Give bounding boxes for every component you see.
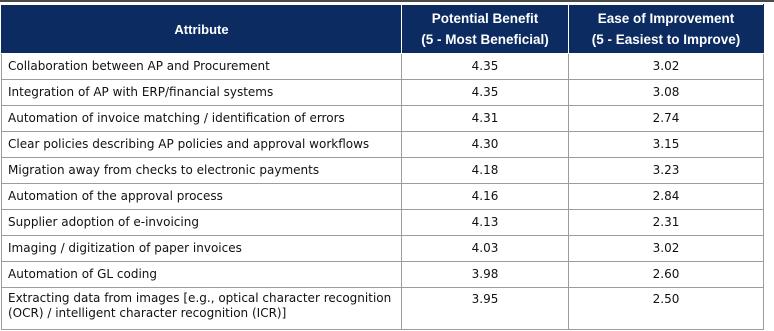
attribute-cell: Integration of AP with ERP/financial systems bbox=[2, 80, 402, 106]
ease-cell: 3.02 bbox=[569, 54, 764, 80]
attribute-cell: Extracting data from images [e.g., optical character recognition (OCR) / intelligent character recognition (ICR)] bbox=[2, 288, 402, 330]
ease-cell: 2.31 bbox=[569, 210, 764, 236]
benefit-cell: 4.31 bbox=[402, 106, 569, 132]
table-row bbox=[2, 236, 764, 262]
attribute-cell: Clear policies describing AP policies and approval workflows bbox=[2, 132, 402, 158]
table-row bbox=[2, 288, 764, 330]
benefit-cell: 4.30 bbox=[402, 132, 569, 158]
table-row bbox=[2, 210, 764, 236]
header-ease-scale: (5 - Easiest to Improve) bbox=[591, 32, 741, 47]
ease-cell: 2.84 bbox=[569, 184, 764, 210]
ease-cell: 2.74 bbox=[569, 106, 764, 132]
header-benefit-title: Potential Benefit bbox=[431, 11, 539, 26]
benefit-cell: 4.16 bbox=[402, 184, 569, 210]
attribute-cell: Imaging / digitization of paper invoices bbox=[2, 236, 402, 262]
header-attribute-label: Attribute bbox=[174, 21, 229, 37]
header-potential-benefit bbox=[402, 5, 569, 54]
benefit-cell: 4.35 bbox=[402, 54, 569, 80]
attribute-cell: Collaboration between AP and Procurement bbox=[2, 54, 402, 80]
ease-cell: 2.50 bbox=[569, 288, 764, 330]
attribute-cell: Supplier adoption of e-invoicing bbox=[2, 210, 402, 236]
ease-cell: 2.60 bbox=[569, 262, 764, 288]
benefit-cell: 4.35 bbox=[402, 80, 569, 106]
header-ease-of-improvement bbox=[569, 5, 764, 54]
attribute-cell: Automation of GL coding bbox=[2, 262, 402, 288]
ease-cell: 3.15 bbox=[569, 132, 764, 158]
attribute-cell: Automation of the approval process bbox=[2, 184, 402, 210]
attribute-cell: Migration away from checks to electronic payments bbox=[2, 158, 402, 184]
attributes-table bbox=[1, 4, 764, 330]
benefit-cell: 4.13 bbox=[402, 210, 569, 236]
table-row bbox=[2, 262, 764, 288]
table-row bbox=[2, 158, 764, 184]
benefit-cell: 4.18 bbox=[402, 158, 569, 184]
header-attribute bbox=[2, 5, 402, 54]
benefit-cell: 3.95 bbox=[402, 288, 569, 330]
benefit-cell: 4.03 bbox=[402, 236, 569, 262]
table-row bbox=[2, 132, 764, 158]
header-ease-title: Ease of Improvement bbox=[597, 11, 735, 26]
top-rule bbox=[0, 0, 774, 2]
benefit-cell: 3.98 bbox=[402, 262, 569, 288]
ease-cell: 3.02 bbox=[569, 236, 764, 262]
table-row bbox=[2, 106, 764, 132]
table-body bbox=[2, 54, 764, 330]
attribute-cell: Automation of invoice matching / identification of errors bbox=[2, 106, 402, 132]
header-benefit-scale: (5 - Most Beneficial) bbox=[421, 32, 549, 47]
table-row bbox=[2, 80, 764, 106]
ease-cell: 3.23 bbox=[569, 158, 764, 184]
table-row bbox=[2, 54, 764, 80]
header-row bbox=[2, 5, 764, 54]
table-row bbox=[2, 184, 764, 210]
ease-cell: 3.08 bbox=[569, 80, 764, 106]
table-header bbox=[2, 5, 764, 54]
